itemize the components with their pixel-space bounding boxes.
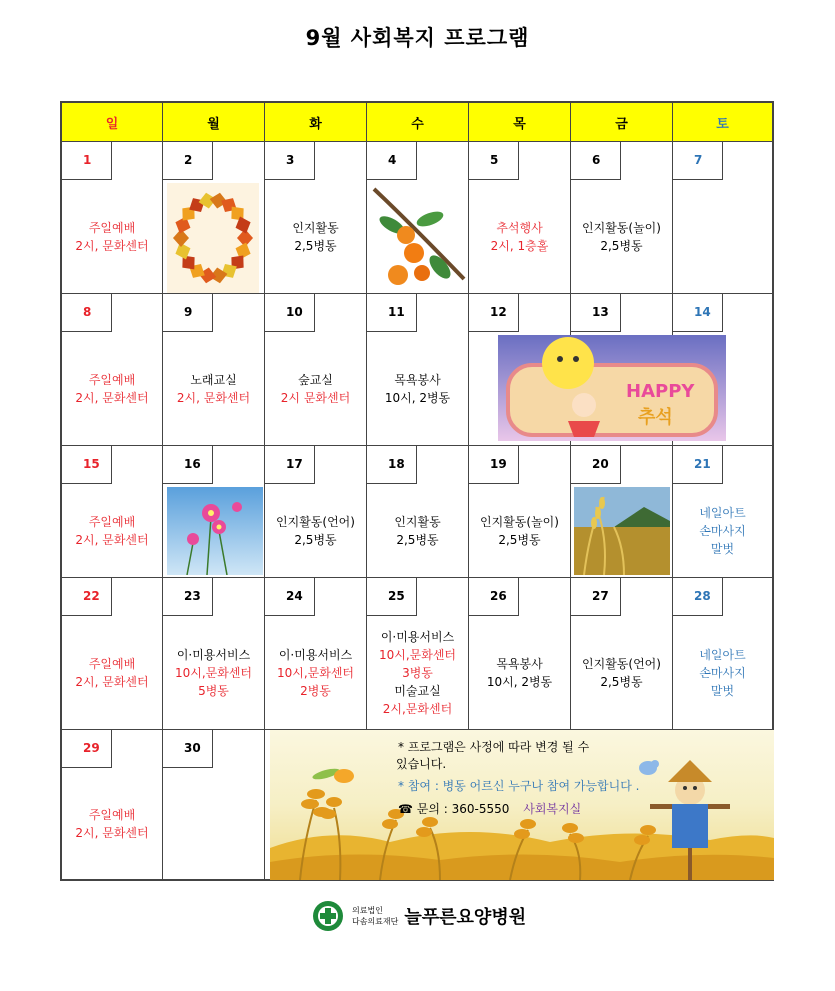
hospital-name: 늘푸른요양병원 — [404, 907, 527, 928]
weekday-header: 일 — [62, 103, 163, 142]
event-line: 2시, 문화센터 — [75, 390, 149, 405]
day-cell — [571, 142, 673, 294]
day-events — [673, 180, 772, 293]
day-events — [469, 180, 570, 293]
event-line: 주일예배 — [88, 807, 136, 822]
day-events — [163, 616, 264, 729]
happy-chuseok-banner-image — [498, 335, 726, 441]
notice-contact — [398, 800, 581, 817]
day-cell — [673, 446, 772, 578]
day-cell — [265, 142, 367, 294]
event-line: 미술교실 — [394, 683, 441, 698]
day-number: 11 — [367, 294, 417, 332]
day-events — [265, 484, 366, 577]
calendar — [60, 101, 774, 881]
event-line: 2,5병동 — [294, 238, 337, 253]
day-number: 14 — [673, 294, 723, 332]
footer — [312, 900, 526, 932]
page-title: 9월 사회복지 프로그램 — [305, 26, 530, 50]
event-line: 인지활동 — [292, 220, 339, 235]
event-line: 10시,문화센터 — [378, 647, 457, 662]
day-number: 26 — [469, 578, 519, 616]
event-line: 2시, 문화센터 — [176, 390, 251, 405]
event-line: 손마사지 — [699, 665, 746, 680]
weekday-header: 토 — [673, 103, 772, 142]
autumn-leaf-wreath-image — [167, 183, 259, 293]
event-line: 인지활동(언어) — [582, 656, 661, 671]
day-cell — [62, 142, 163, 294]
event-line: 주일예배 — [88, 514, 136, 529]
footer-small-1: 의료법인 — [352, 906, 383, 915]
day-cell — [367, 446, 469, 578]
day-number: 3 — [265, 142, 315, 180]
day-events — [265, 332, 366, 445]
event-line: 이·미용서비스 — [278, 647, 353, 662]
day-events — [62, 616, 162, 729]
day-cell — [469, 446, 571, 578]
notice-contact-dept: 사회복지실 — [523, 802, 582, 816]
day-cell — [367, 294, 469, 446]
persimmon-branch-image — [370, 183, 466, 293]
day-events — [62, 332, 162, 445]
event-line: 말벗 — [710, 683, 735, 698]
day-number: 7 — [673, 142, 723, 180]
day-events — [367, 484, 468, 577]
day-events — [62, 180, 162, 293]
event-line: 3병동 — [402, 665, 433, 680]
day-cell — [62, 446, 163, 578]
day-events — [367, 332, 468, 445]
svg-text:HAPPY: HAPPY — [626, 381, 695, 402]
event-line: 손마사지 — [699, 523, 746, 538]
day-cell — [469, 142, 571, 294]
event-line: 인지활동(놀이) — [480, 514, 559, 529]
event-line: 이·미용서비스 — [176, 647, 251, 662]
day-cell — [62, 294, 163, 446]
rice-field-image — [574, 487, 670, 575]
event-line: 네일아트 — [699, 647, 746, 662]
event-line: 2시, 문화센터 — [75, 532, 149, 547]
weekday-header: 월 — [163, 103, 265, 142]
event-line: 인지활동(언어) — [276, 514, 355, 529]
day-events — [673, 484, 772, 577]
day-number: 28 — [673, 578, 723, 616]
day-cell — [673, 578, 772, 730]
notice-line-2: 있습니다. — [396, 757, 447, 771]
event-line: 추석행사 — [496, 220, 543, 235]
day-cell — [62, 730, 163, 879]
day-cell — [163, 730, 265, 879]
event-line: 10시,문화센터 — [276, 665, 355, 680]
event-line: 10시, 2병동 — [486, 674, 553, 689]
weekday-header: 수 — [367, 103, 469, 142]
day-events — [163, 332, 264, 445]
event-line: 노래교실 — [190, 372, 237, 387]
phone-icon: ☎ — [398, 802, 413, 816]
day-number: 2 — [163, 142, 213, 180]
notice-contact-label: 문의 : 360-5550 — [416, 802, 510, 816]
event-line: 2시, 문화센터 — [75, 674, 149, 689]
weekday-header: 목 — [469, 103, 571, 142]
day-number: 16 — [163, 446, 213, 484]
footer-org — [352, 905, 398, 927]
day-events — [571, 616, 672, 729]
day-number: 6 — [571, 142, 621, 180]
day-cell — [163, 294, 265, 446]
notice-line-1: * 프로그램은 사정에 따라 변경 될 수 — [398, 740, 590, 754]
day-number: 21 — [673, 446, 723, 484]
event-line: 2,5병동 — [396, 532, 439, 547]
event-line: 5병동 — [198, 683, 229, 698]
event-line: 2시, 1층홀 — [490, 238, 549, 253]
day-events — [163, 768, 264, 879]
day-number: 23 — [163, 578, 213, 616]
day-events — [62, 768, 162, 879]
event-line: 2시 문화센터 — [280, 390, 351, 405]
event-line: 2시, 문화센터 — [75, 825, 149, 840]
notice-line-3: * 참여 : 병동 어르신 누구나 참여 가능합니다 . — [398, 779, 640, 793]
event-line: 2시,문화센터 — [382, 701, 453, 716]
day-number: 29 — [62, 730, 112, 768]
day-cell — [265, 578, 367, 730]
day-number: 15 — [62, 446, 112, 484]
event-line: 인지활동 — [394, 514, 441, 529]
event-line: 이·미용서비스 — [380, 629, 455, 644]
event-line: 10시, 2병동 — [384, 390, 451, 405]
day-cell — [265, 446, 367, 578]
day-number: 12 — [469, 294, 519, 332]
day-number: 18 — [367, 446, 417, 484]
notice-box — [270, 730, 774, 880]
weekday-header: 금 — [571, 103, 673, 142]
event-line: 주일예배 — [88, 372, 136, 387]
day-number: 4 — [367, 142, 417, 180]
day-events — [265, 616, 366, 729]
weekday-header: 화 — [265, 103, 367, 142]
day-number: 20 — [571, 446, 621, 484]
day-number: 30 — [163, 730, 213, 768]
day-events — [367, 616, 468, 729]
day-number: 17 — [265, 446, 315, 484]
day-events — [673, 616, 772, 729]
day-number: 1 — [62, 142, 112, 180]
footer-small-2: 다솜의료재단 — [352, 917, 399, 926]
day-cell — [163, 578, 265, 730]
event-line: 2,5병동 — [498, 532, 541, 547]
event-line: 목욕봉사 — [496, 656, 543, 671]
day-events — [469, 484, 570, 577]
day-number: 22 — [62, 578, 112, 616]
event-line: 말벗 — [710, 541, 735, 556]
event-line: 인지활동(놀이) — [582, 220, 661, 235]
day-cell — [367, 578, 469, 730]
day-number: 27 — [571, 578, 621, 616]
event-line: 2,5병동 — [294, 532, 337, 547]
event-line: 2시, 문화센터 — [75, 238, 149, 253]
day-cell — [62, 578, 163, 730]
day-number: 5 — [469, 142, 519, 180]
day-cell — [673, 142, 772, 294]
day-number: 24 — [265, 578, 315, 616]
event-line: 2병동 — [300, 683, 331, 698]
event-line: 2,5병동 — [600, 674, 643, 689]
day-number: 19 — [469, 446, 519, 484]
day-number: 13 — [571, 294, 621, 332]
day-events — [62, 484, 162, 577]
day-number: 9 — [163, 294, 213, 332]
event-line: 주일예배 — [88, 220, 136, 235]
day-events — [265, 180, 366, 293]
event-line: 2,5병동 — [600, 238, 643, 253]
event-line: 숲교실 — [298, 372, 333, 387]
event-line: 목욕봉사 — [394, 372, 441, 387]
event-line: 10시,문화센터 — [174, 665, 253, 680]
day-number: 10 — [265, 294, 315, 332]
day-number: 25 — [367, 578, 417, 616]
day-events — [469, 616, 570, 729]
day-cell — [469, 578, 571, 730]
day-events — [571, 180, 672, 293]
svg-text:추석: 추석 — [638, 407, 673, 428]
hospital-logo-icon — [312, 900, 344, 932]
day-cell — [265, 294, 367, 446]
day-cell — [571, 578, 673, 730]
event-line: 네일아트 — [699, 505, 746, 520]
day-number: 8 — [62, 294, 112, 332]
cosmos-flowers-image — [167, 487, 263, 575]
event-line: 주일예배 — [88, 656, 136, 671]
